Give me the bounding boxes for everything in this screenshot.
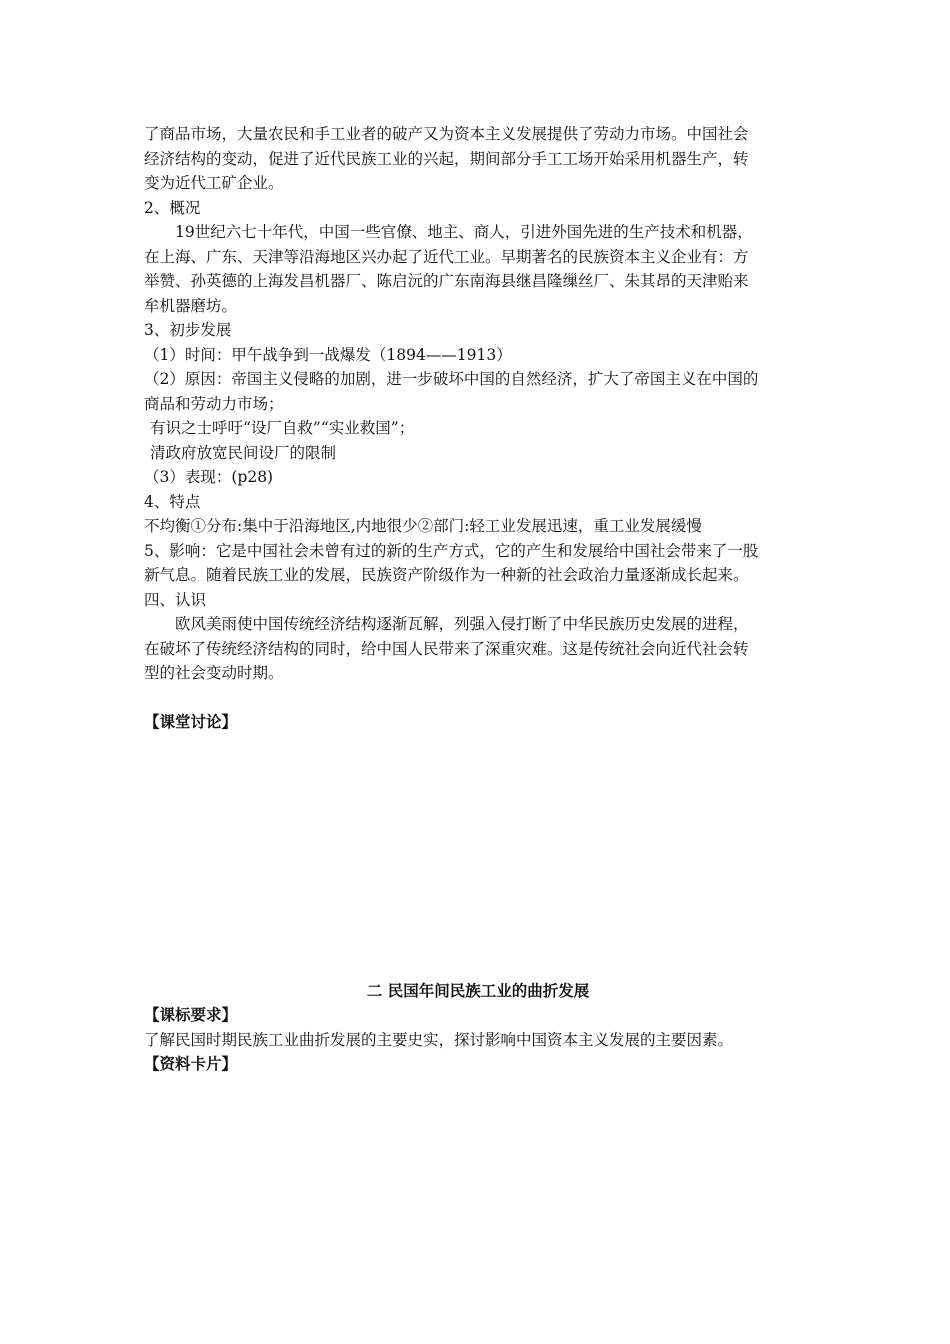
development-reason-extra: 清政府放宽民间设厂的限制 [150,443,337,462]
body-text: 变为近代工矿企业。 [144,174,284,192]
overview-text: 19世纪六七十年代，中国一些官僚、地主、商人，引进外国先进的生产技术和机器， [175,223,753,241]
spacer [144,686,812,711]
body-text: 了商品市场，大量农民和手工业者的破产又为资本主义发展提供了劳动力市场。中国社会 [144,125,749,143]
features-heading: 4、特点 [144,492,201,511]
overview-text: 举赞、孙英德的上海发昌机器厂、陈启沅的广东南海县继昌隆缫丝厂、朱其昂的天津贻来 [144,272,749,290]
influence-text: 新气息。随着民族工业的发展，民族资产阶级作为一种新的社会政治力量逐渐成长起来。 [144,566,749,584]
card-heading: 【资料卡片】 [144,1054,238,1073]
overview-text: 牟机器磨坊。 [144,296,238,315]
section-title: 二 民国年间民族工业的曲折发展 [366,980,590,1000]
requirement-heading: 【课标要求】 [144,1005,238,1024]
development-heading: 3、初步发展 [144,321,232,339]
development-performance: （3）表现：(p28) [144,468,274,486]
recognition-text: 在破坏了传统经济结构的同时，给中国人民带来了深重灾难。这是传统社会向近代社会转 [144,639,749,658]
requirement-text: 了解民国时期民族工业曲折发展的主要史实，探讨影响中国资本主义发展的主要因素。 [144,1030,734,1049]
overview-text: 在上海、广东、天津等沿海地区兴办起了近代工业。早期著名的民族资本主义企业有：方 [144,247,749,266]
body-text: 经济结构的变动，促进了近代民族工业的兴起，期间部分手工工场开始采用机器生产，转 [144,149,749,168]
overview-heading: 2、概况 [144,198,201,217]
spacer [144,735,812,979]
features-text: 不均衡①分布:集中于沿海地区,内地很少②部门:轻工业发展迅速，重工业发展缓慢 [144,517,702,535]
document-page [144,122,812,1077]
development-reason: （2）原因：帝国主义侵略的加剧，进一步破坏中国的自然经济，扩大了帝国主义在中国的 [144,370,759,388]
influence-text: 5、影响：它是中国社会未曾有过的新的生产方式，它的产生和发展给中国社会带来了一股 [144,541,759,560]
development-time: （1）时间：甲午战争到一战爆发（1894——1913） [144,345,512,364]
recognition-heading: 四、认识 [144,590,207,609]
recognition-text: 欧风美雨使中国传统经济结构逐渐瓦解，列强入侵打断了中华民族历史发展的进程， [175,615,749,633]
recognition-text: 型的社会变动时期。 [144,664,284,682]
discussion-heading: 【课堂讨论】 [144,712,238,731]
development-reason: 商品和劳动力市场； [144,394,284,413]
development-reason-extra: 有识之士呼吁“设厂自救”“实业救国”； [150,419,415,437]
